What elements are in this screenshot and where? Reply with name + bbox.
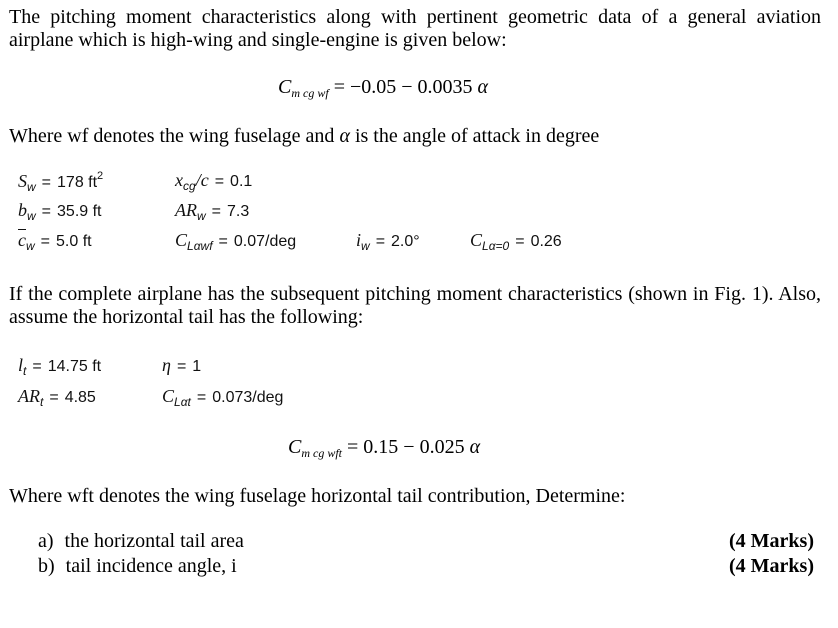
- lt-symbol: l: [18, 355, 24, 375]
- cw-sub: w: [26, 239, 35, 253]
- eta-value: 1: [192, 358, 202, 375]
- question-a-letter: a): [38, 530, 54, 552]
- CLawf-symbol: C: [175, 230, 188, 250]
- question-b-letter: b): [38, 555, 55, 577]
- mid-paragraph: If the complete airplane has the subsequent pitching moment characteristics (shown in Fig. 1). Also, assume the horizontal tail has the following:: [9, 283, 821, 328]
- where1-before: Where wf denotes the wing fuselage and: [9, 125, 340, 147]
- Sw-value: 178 ft: [57, 174, 98, 191]
- ARt-sub: t: [40, 395, 44, 409]
- param-ARw: $AR_w = 7.3$: [175, 200, 250, 223]
- param-eta: η = 1: [162, 355, 202, 375]
- CLat-symbol: C: [162, 386, 175, 406]
- param-CL-a0: $C_{L\alpha=0} = 0.26$: [470, 230, 562, 253]
- ARt-symbol: AR: [18, 386, 40, 406]
- bw-sub: w: [27, 209, 36, 223]
- param-CLa-wf: $C_{L\alpha wf} = 0.07/deg$: [175, 230, 297, 253]
- CLat-sub: Lαt: [174, 395, 191, 409]
- ARw-value: 7.3: [227, 203, 250, 220]
- param-Sw: $S_w = 178$ $ft^2$: [18, 170, 104, 194]
- iw-sub: w: [361, 239, 370, 253]
- xcg-value: 0.1: [230, 173, 253, 190]
- CLa0-symbol: C: [470, 230, 483, 250]
- where-wft-line: Where wft denotes the wing fuselage horizontal tail contribution, Determine:: [9, 485, 626, 507]
- where-wf-line: [9, 125, 599, 148]
- eq2-sub: m cg wft: [301, 446, 343, 460]
- question-b-marks: (4 Marks): [729, 555, 814, 577]
- CLa0-sub: Lα=0: [482, 239, 510, 253]
- lt-sub: t: [23, 364, 27, 378]
- xcg-symbol: x: [175, 170, 183, 190]
- question-a-text: the horizontal tail area: [64, 530, 244, 552]
- ARw-sub: w: [197, 209, 206, 223]
- intro-paragraph: The pitching moment characteristics along with pertinent geometric data of a general aviation airplane which is high-wing and single-engine is given below:: [9, 6, 821, 51]
- bw-value: 35.9 ft: [57, 203, 102, 220]
- iw-symbol: i: [356, 230, 362, 250]
- cw-value: 5.0 ft: [56, 233, 92, 250]
- CLa0-value: 0.26: [530, 233, 562, 250]
- where1-after: is the angle of attack in degree: [349, 125, 600, 147]
- bw-symbol: b: [18, 200, 27, 220]
- Sw-sub: w: [27, 180, 36, 194]
- where1-alpha: α: [339, 125, 350, 147]
- equation-cm-wft: [288, 436, 480, 461]
- question-a-marks: (4 Marks): [729, 530, 814, 552]
- lt-value: 14.75 ft: [47, 358, 102, 375]
- eq1-sub: m cg wf: [291, 86, 329, 100]
- equation-cm-wf: [278, 76, 488, 101]
- CLawf-sub: Lαwf: [187, 239, 213, 253]
- question-b: [38, 555, 237, 578]
- param-lt: $l_t = 14.75$ ft: [18, 355, 102, 378]
- xcg-sub: cg: [183, 179, 196, 193]
- cw-symbol: $\overline{c}$: [18, 230, 26, 250]
- eq2-c: C: [288, 436, 302, 458]
- iw-value: 2.0°: [391, 233, 420, 250]
- eq1-c: C: [278, 76, 292, 98]
- ARw-symbol: AR: [175, 200, 197, 220]
- param-xcg: $x_{cg}/c = 0.1$: [175, 170, 253, 193]
- CLawf-value: 0.07/deg: [233, 233, 297, 250]
- CLat-value: 0.073/deg: [212, 389, 284, 406]
- param-ARt: $AR_t = 4.85$: [18, 386, 96, 409]
- eq1-alpha: α: [477, 76, 489, 98]
- Sw-sup: 2: [97, 170, 104, 182]
- eq2-rhs: = 0.15 − 0.025: [347, 436, 470, 458]
- question-b-text: tail incidence angle, i: [65, 555, 237, 577]
- param-CLat: $C_{L\alpha t} = 0.073/deg$: [162, 386, 284, 409]
- ARt-value: 4.85: [64, 389, 96, 406]
- eq1-rhs: = −0.05 − 0.0035: [333, 76, 478, 98]
- param-cw: $\overline{c}_w = 5.0$ ft: [18, 230, 92, 253]
- param-iw: $i_w = 2.0^\circ$: [356, 230, 420, 253]
- eta-symbol: η: [162, 355, 171, 375]
- xcg-den: c: [200, 170, 209, 190]
- Sw-symbol: S: [18, 171, 27, 191]
- xcg-slash: /: [195, 170, 201, 190]
- eq2-alpha: α: [469, 436, 481, 458]
- param-bw: $b_w = 35.9$ ft: [18, 200, 102, 223]
- question-a: [38, 530, 244, 553]
